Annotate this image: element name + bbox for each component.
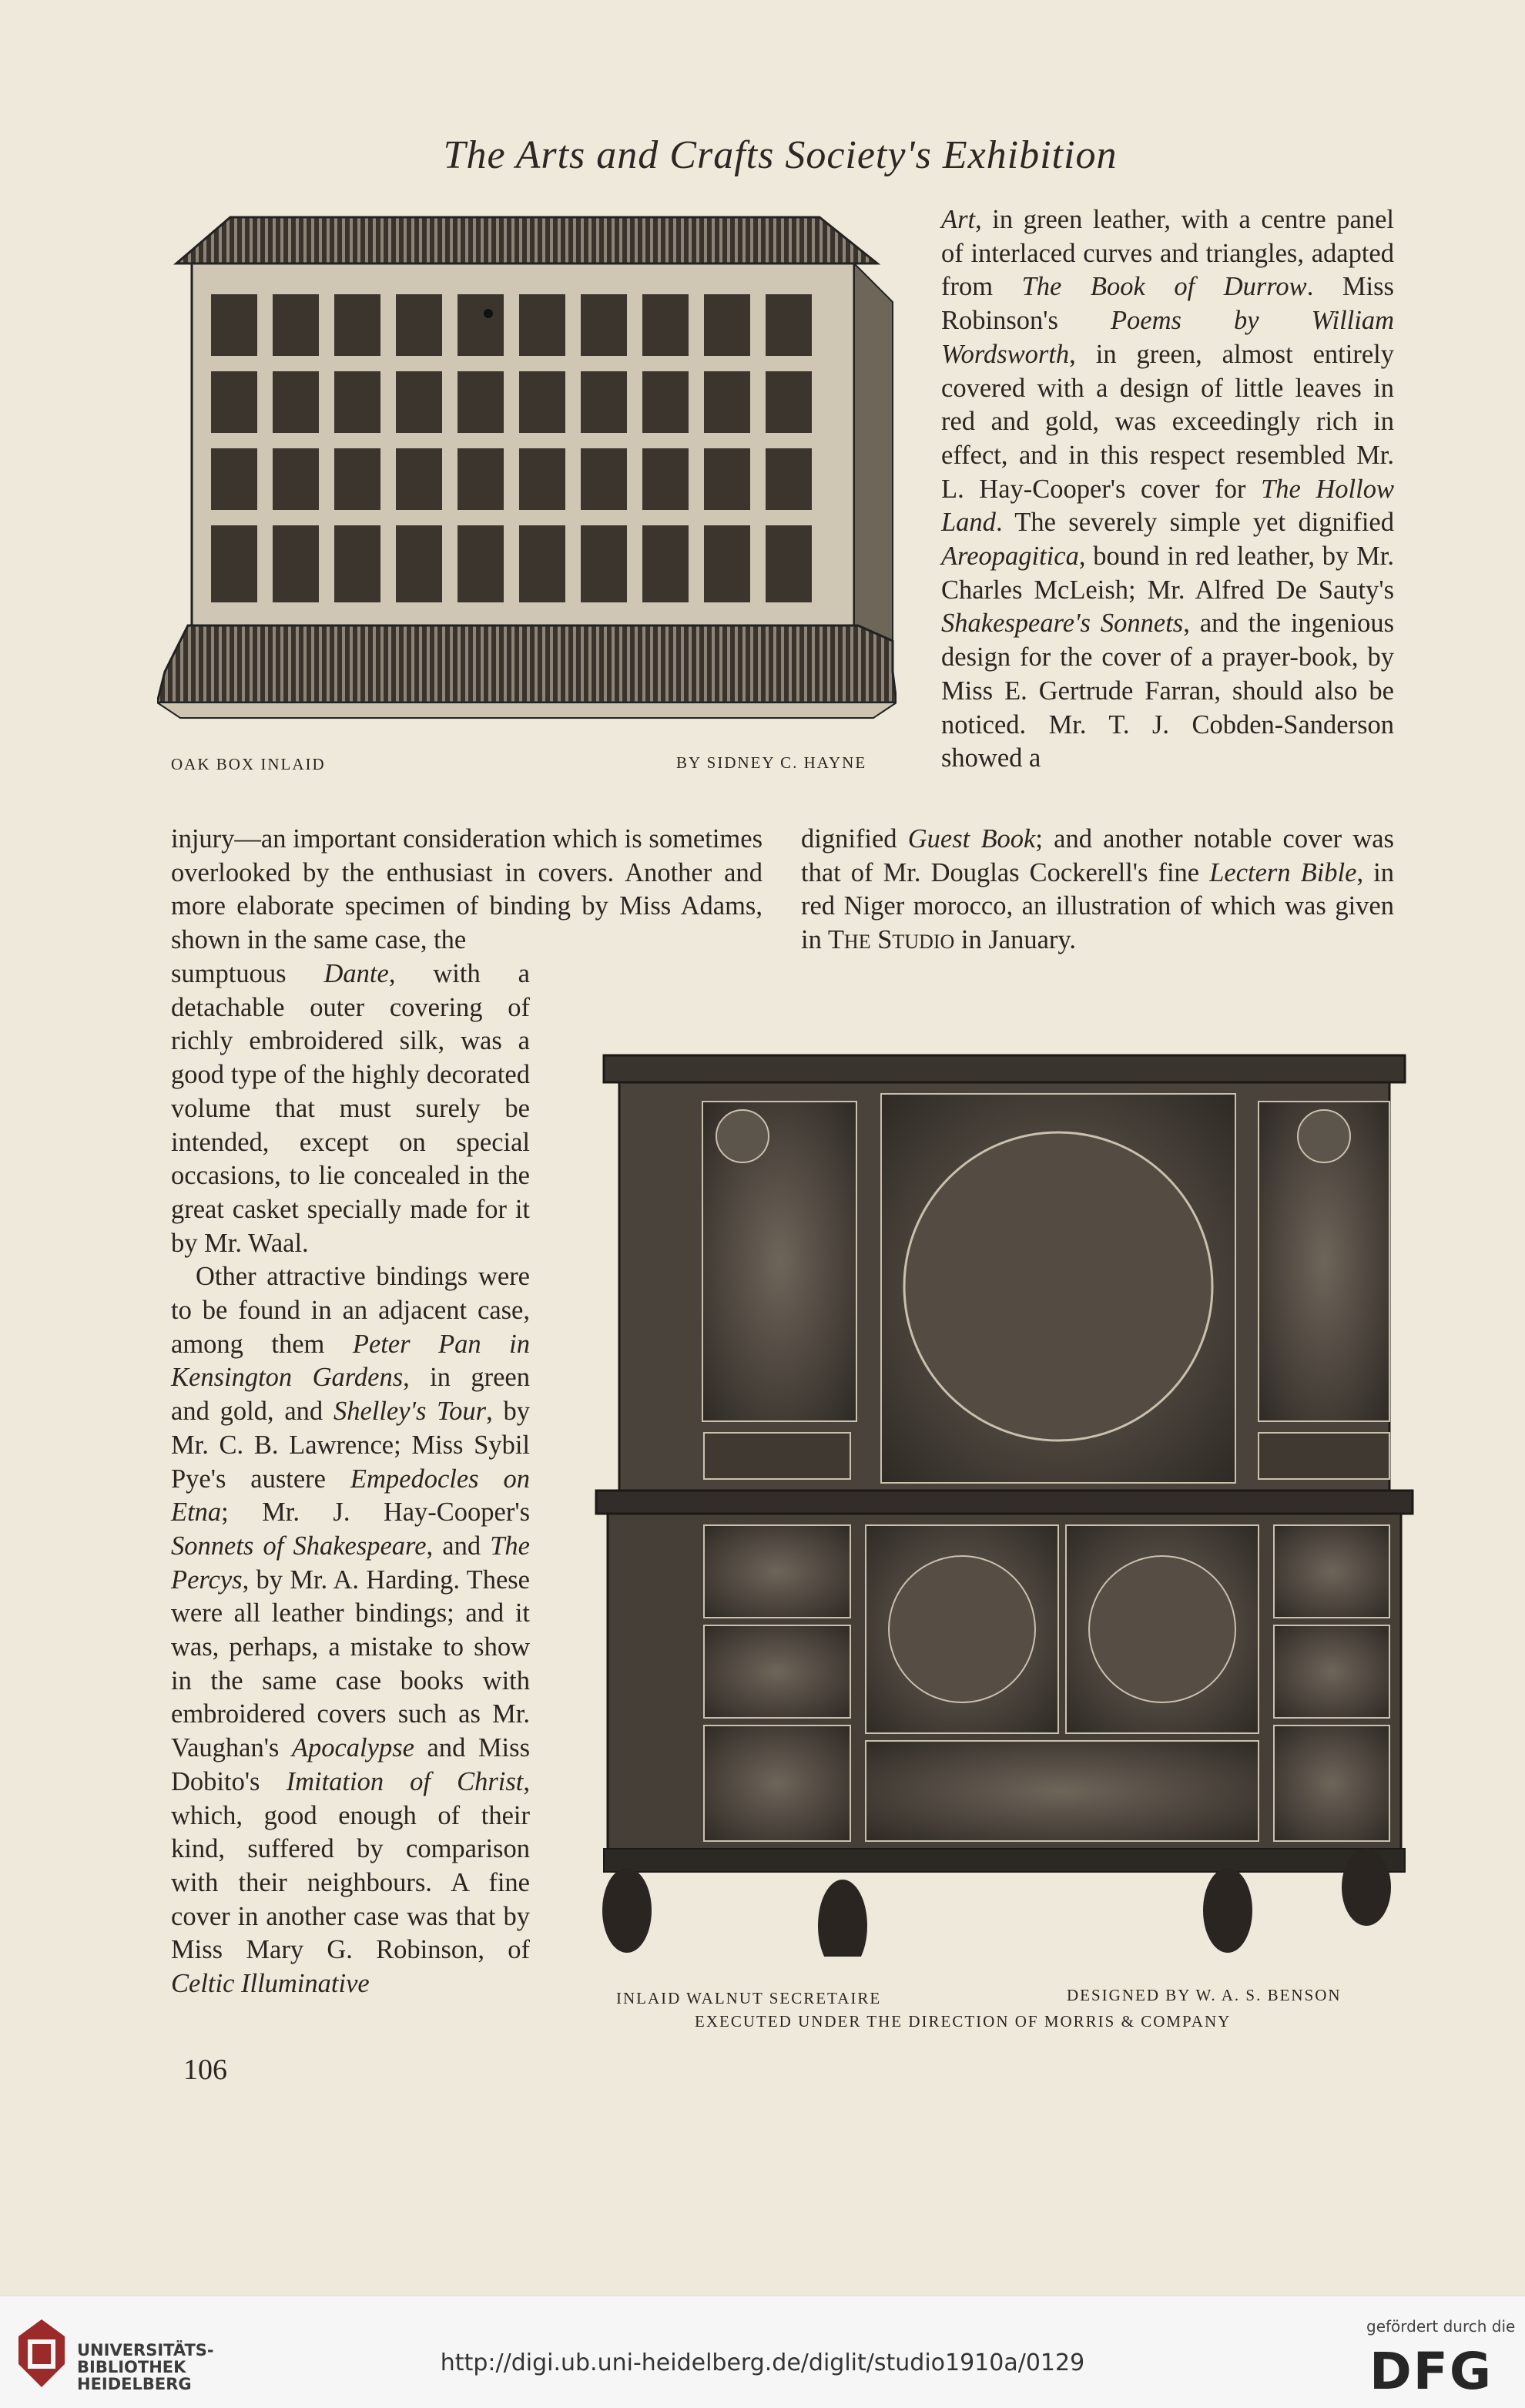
article-text-right-top: Art, in green leather, with a centre panel of interlaced curves and triangles, adapted from The Book of Durrow. Miss Robinson's Poems by William Wordsworth, in green, almost entirely covered with a design of little leaves in red and gold, was exceedingly rich in effect, and in this respect resembled Mr. L. Hay-Cooper's cover for The Hollow Land. The severely simple yet dignified Areopagitica, bound in red leather, by Mr. Charles McLeish; Mr. Alfred De Sauty's Shakespeare's Sonnets, and the ingenious design for the cover of a prayer-book, by Miss E. Gertrude Farran, should also be noticed. Mr. T. J. Cobden-Sanderson showed a bbox=[941, 205, 1394, 773]
dfg-logo: DFG bbox=[1369, 2342, 1493, 2401]
caption-box-title: OAK BOX INLAID bbox=[171, 755, 326, 773]
running-title: The Arts and Crafts Society's Exhibition bbox=[443, 133, 1118, 177]
caption-secretaire-executed: EXECUTED UNDER THE DIRECTION OF MORRIS & COMPANY bbox=[695, 2012, 1232, 2031]
caption-secretaire-title: INLAID WALNUT SECRETAIRE bbox=[616, 1989, 882, 2007]
caption-box-credit: BY SIDNEY C. HAYNE bbox=[676, 753, 867, 772]
article-text-left-wide: injury—an important consideration which is sometimes overlooked by the enthusiast in covers. Another and more elaborate specimen of binding by Miss Adams, shown in the same case, the bbox=[171, 824, 762, 955]
secretaire-illustration bbox=[588, 1032, 1420, 1957]
caption-secretaire-credit: DESIGNED BY W. A. S. BENSON bbox=[1067, 1986, 1342, 2004]
footer-url-link[interactable]: http://digi.ub.uni-heidelberg.de/diglit/studio1910a/0129 bbox=[440, 2349, 1085, 2376]
page-number: 106 bbox=[183, 2054, 227, 2086]
article-text-right-wide: dignified Guest Book; and another notable cover was that of Mr. Douglas Cockerell's fine Lectern Bible, in red Niger morocco, an illustration of which was given in THE STUDIO in January. bbox=[801, 824, 1395, 955]
oak-box-illustration bbox=[157, 210, 897, 733]
article-text-left-narrow: sumptuous Dante, with a detachable outer covering of richly embroidered silk, was a good type of the highly decorated volume that must surely be intended, except on special occasions, to lie concealed in the great casket specially made for it by Mr. Waal. Other attractive bindings were to be found in an adjacent case, among them Peter Pan in Kensington Gardens, in green and gold, and Shelley's Tour, by Mr. C. B. Lawrence; Miss Sybil Pye's austere Empedocles on Etna; Mr. J. Hay-Cooper's Sonnets of Shakespeare, and The Percys, by Mr. A. Harding. These were all leather bindings; and it was, perhaps, a mistake to show in the same case books with embroidered covers such as Mr. Vaughan's Apocalypse and Miss Dobito's Imitation of Christ, which, good enough of their kind, suffered by comparison with their neighbours. A fine cover in another case was that by Miss Mary G. Robinson, of Celtic Illuminative bbox=[171, 959, 531, 1999]
library-name: UNIVERSITÄTS- BIBLIOTHEK HEIDELBERG bbox=[77, 2341, 214, 2393]
funded-by-label: gefördert durch die bbox=[1366, 2317, 1516, 2336]
